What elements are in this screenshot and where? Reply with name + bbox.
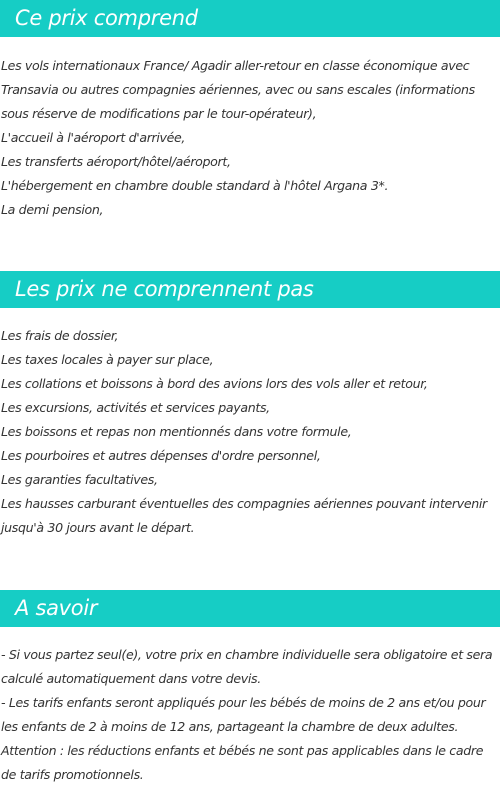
included-item: L'hébergement en chambre double standard à l'hôtel Argana 3*. <box>1 178 389 193</box>
excluded-item: Les garanties facultatives, <box>1 472 158 487</box>
section-body-prix-ne-comprennent-pas <box>1 324 500 540</box>
section-header-prix-ne-comprennent-pas: Les prix ne comprennent pas <box>0 271 500 308</box>
info-item: Attention : les réductions enfants et bébés ne sont pas applicables dans le cadre de tarifs promotionnels. <box>1 743 484 782</box>
excluded-item: Les collations et boissons à bord des avions lors des vols aller et retour, <box>1 376 428 391</box>
section-body-ce-prix-comprend <box>1 54 500 222</box>
excluded-item: Les frais de dossier, <box>1 328 119 343</box>
info-item: - Si vous partez seul(e), votre prix en chambre individuelle sera obligatoire et sera calculé automatiquement dans votre devis. <box>1 647 493 686</box>
excluded-item: Les excursions, activités et services payants, <box>1 400 270 415</box>
excluded-item: Les taxes locales à payer sur place, <box>1 352 214 367</box>
section-body-a-savoir <box>1 643 500 787</box>
section-header-a-savoir: A savoir <box>0 590 500 627</box>
section-header-ce-prix-comprend: Ce prix comprend <box>0 0 500 37</box>
included-item: Les vols internationaux France/ Agadir aller-retour en classe économique avec Transavia ou autres compagnies aériennes, avec ou sans escales (informations sous réserve de modifications par le tour-opérateur), <box>1 58 475 121</box>
excluded-item: Les hausses carburant éventuelles des compagnies aériennes pouvant intervenir jusqu'à 30 jours avant le départ. <box>1 496 487 535</box>
excluded-item: Les pourboires et autres dépenses d'ordre personnel, <box>1 448 321 463</box>
included-item: Les transferts aéroport/hôtel/aéroport, <box>1 154 231 169</box>
excluded-item: Les boissons et repas non mentionnés dans votre formule, <box>1 424 352 439</box>
included-item: L'accueil à l'aéroport d'arrivée, <box>1 130 186 145</box>
included-item: La demi pension, <box>1 202 104 217</box>
info-item: - Les tarifs enfants seront appliqués pour les bébés de moins de 2 ans et/ou pour les enfants de 2 à moins de 12 ans, partageant la chambre de deux adultes. <box>1 695 486 734</box>
